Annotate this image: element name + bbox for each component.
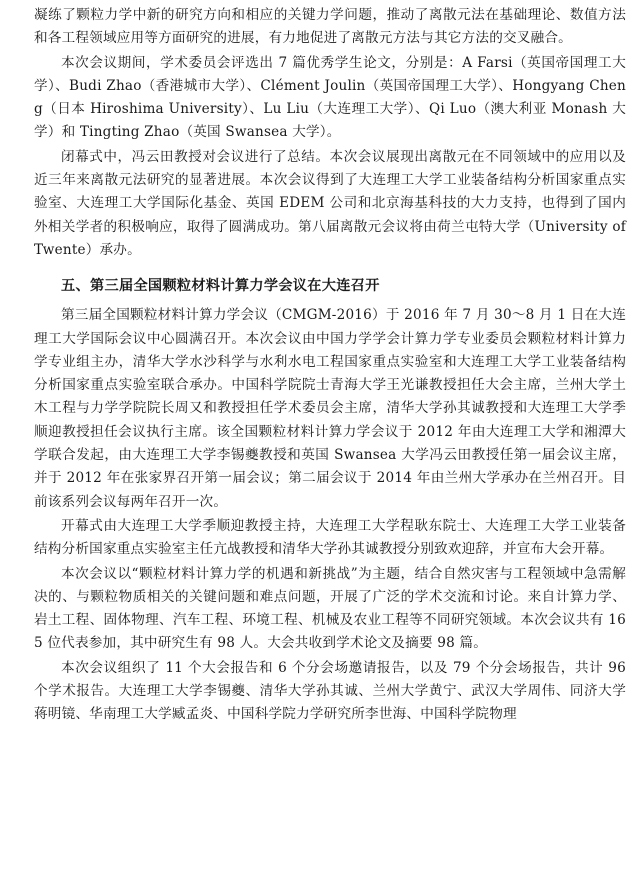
paragraph-dem-summary: 凝练了颗粒力学中新的研究方向和相应的关键力学问题，推动了离散元法在基础理论、数值方法和各工程领域应用等方面研究的进展，有力地促进了离散元方法与其它方法的交叉融合。	[34, 7, 626, 47]
paragraph-student-awards: 本次会议期间，学术委员会评选出 7 篇优秀学生论文，分别是：A Farsi（英国帝国理工大学）、Budi Zhao（香港城市大学）、Clément Joulin（英国帝国理工大学）、Hongyang Cheng（日本 Hiroshima University）、Lu Liu（大连理工大学）、Qi Luo（澳大利亚 Monash 大学）和 Tingting Zhao（英国 Swansea 大学）。	[34, 54, 626, 141]
paragraph-opening-ceremony: 开幕式由大连理工大学季顺迎教授主持，大连理工大学程耿东院士、大连理工大学工业装备结构分析国家重点实验室主任亢战教授和清华大学孙其诚教授分别致欢迎辞，并宣布大会开幕。	[34, 517, 626, 558]
paragraph-closing-ceremony: 闭幕式中，冯云田教授对会议进行了总结。本次会议展现出离散元在不同领域中的应用以及近三年来离散元法研究的显著进展。本次会议得到了大连理工大学工业装备结构分析国家重点实验室、大连理工大学国际化基金、英国 EDEM 公司和北京海基科技的大力支持，也得到了国内外相关学者的积极响应，取得了圆满成功。第八届离散元会议将由荷兰屯特大学（University of Twente）承办。	[34, 148, 626, 258]
section-heading: 五、第三届全国颗粒材料计算力学会议在大连召开	[61, 278, 380, 295]
paragraph-conference-theme: 本次会议以“颗粒材料计算力学的机遇和新挑战”为主题，结合自然灾害与工程领域中急需解决的、与颗粒物质相关的关键问题和难点问题，开展了广泛的学术交流和讨论。来自计算力学、岩土工程、固体物理、汽车工程、环境工程、机械及农业工程等不同研究领域。本次会议共有 165 位代表参加，其中研究生有 98 人。大会共收到学术论文及摘要 98 篇。	[34, 565, 626, 652]
paragraph-cmgm-intro: 第三届全国颗粒材料计算力学会议（CMGM-2016）于 2016 年 7 月 30～8 月 1 日在大连理工大学国际会议中心圆满召开。本次会议由中国力学学会计算力学专业委员会颗粒材料计算力学专业组主办，清华大学水沙科学与水利水电工程国家重点实验室和大连理工大学工业装备结构分析国家重点实验室联合承办。中国科学院院士青海大学王光谦教授担任大会主席，兰州大学土木工程与力学学院院长周又和教授担任学术委员会主席，清华大学孙其诚教授和大连理工大学季顺迎教授担任会议执行主席。该全国颗粒材料计算力学会议于 2012 年由大连理工大学和湘潭大学联合发起，由大连理工大学李锡夔教授和英国 Swansea 大学冯云田教授任第一届会议主席，并于 2012 年在张家界召开第一届会议；第二届会议于 2014 年由兰州大学承办在兰州召开。目前该系列会议每两年召开一次。	[34, 307, 626, 510]
paragraph-reports: 本次会议组织了 11 个大会报告和 6 个分会场邀请报告，以及 79 个分会场报告，共计 96 个学术报告。大连理工大学李锡夔、清华大学孙其诚、兰州大学黄宁、武汉大学周伟、同济大学蒋明镜、华南理工大学臧孟炎、中国科学院力学研究所李世海、中国科学院物理	[34, 659, 626, 723]
